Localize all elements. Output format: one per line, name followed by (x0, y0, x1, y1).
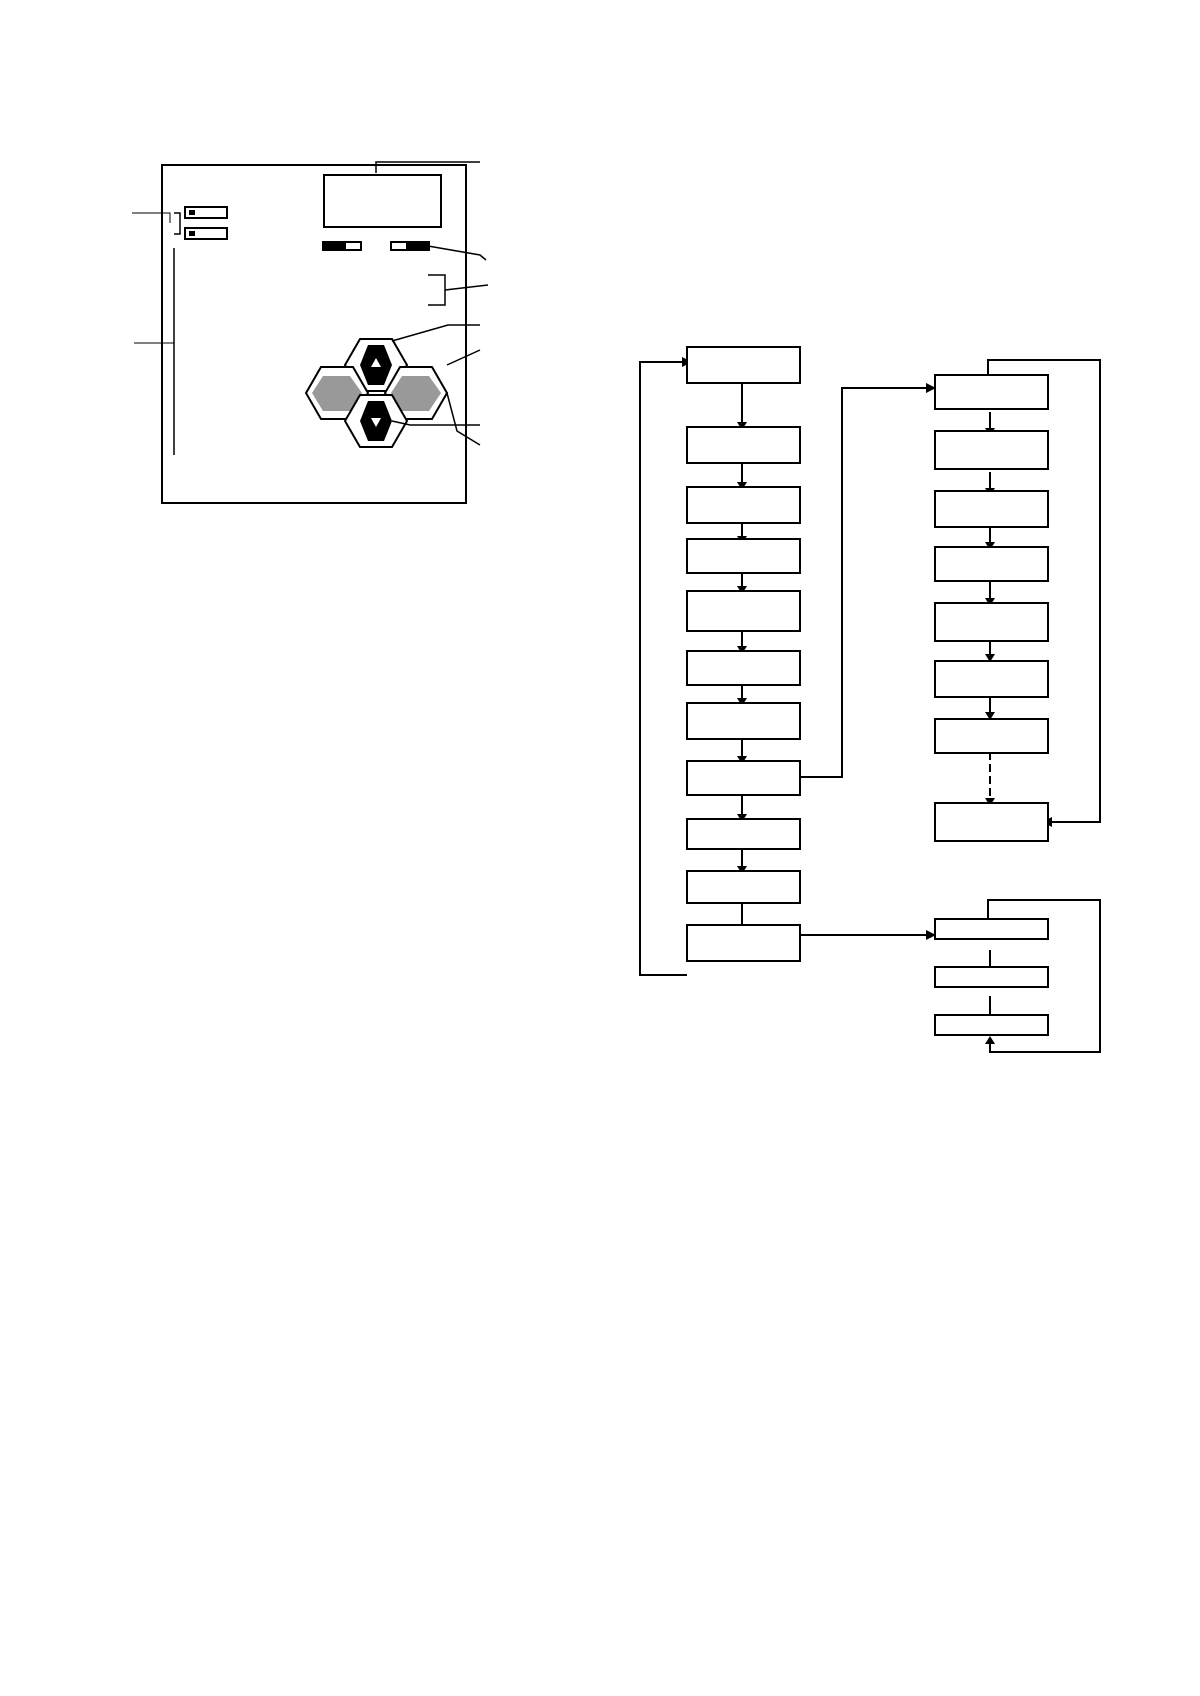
flow-box-thd-limit (686, 870, 801, 904)
flow-box-step (934, 602, 1049, 642)
flow-box-alarm-signal (934, 966, 1049, 988)
flow-box-current (686, 426, 801, 464)
flow-box-step (934, 430, 1049, 470)
legend-item (98, 736, 568, 762)
flow-box-steps (686, 760, 801, 796)
led-display (324, 175, 441, 227)
flow-box-step (934, 718, 1049, 754)
flow-box-set-ck (686, 590, 801, 632)
device-diagram (110, 155, 560, 525)
flow-box-set-pf (686, 538, 801, 574)
flow-box-step (934, 490, 1049, 528)
legend-item (98, 658, 568, 684)
flow-box-step (934, 660, 1049, 698)
flow-box-step (934, 802, 1049, 842)
flow-box-alarm (686, 924, 801, 962)
flow-box-pf (686, 346, 801, 384)
flow-box-reconnect (686, 702, 801, 740)
legend-item (98, 710, 568, 736)
flow-box-alarm-signal (934, 1014, 1049, 1036)
flow-box-program (686, 818, 801, 850)
legend-item (98, 632, 568, 658)
legend-list (98, 528, 568, 762)
legend-item (98, 606, 568, 632)
legend-item (98, 580, 568, 606)
legend-item (98, 528, 568, 554)
flow-box-step (934, 546, 1049, 582)
legend-item (98, 684, 568, 710)
flow-box-sensitivity (686, 650, 801, 686)
flow-box-thd (686, 486, 801, 524)
legend-item (98, 554, 568, 580)
flow-box-alarm-signal (934, 918, 1049, 940)
flow-box-step (934, 374, 1049, 410)
